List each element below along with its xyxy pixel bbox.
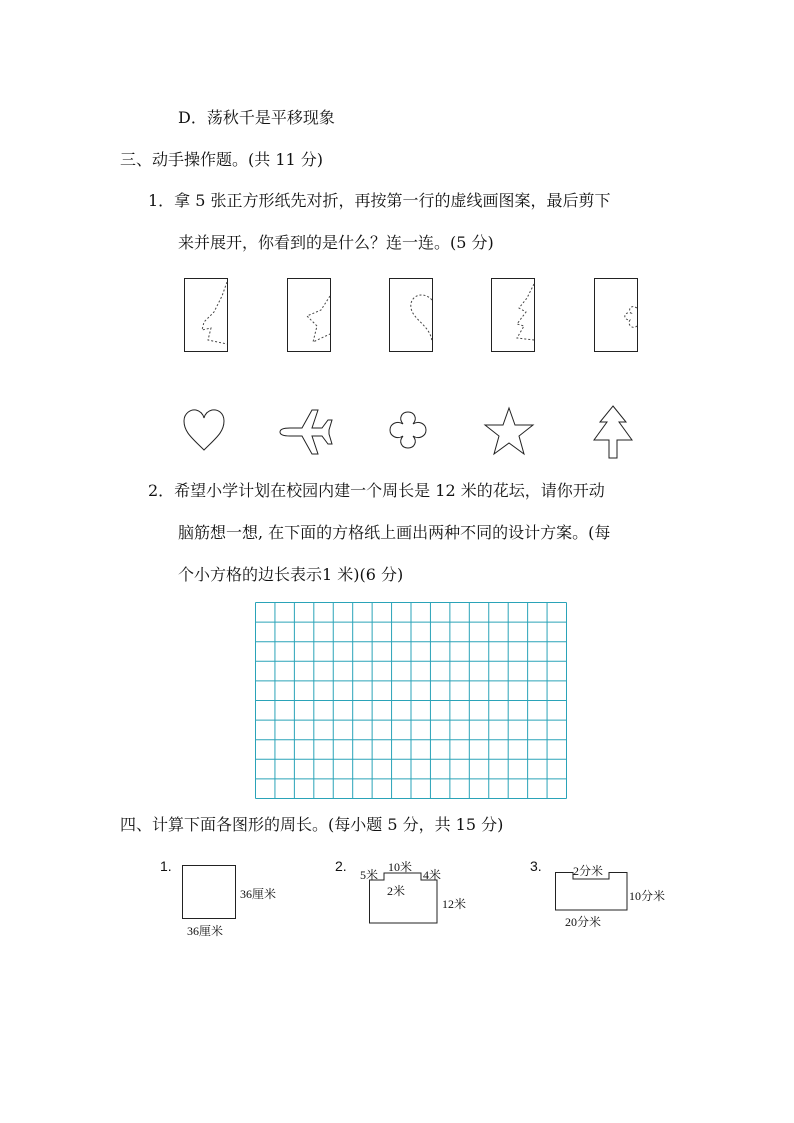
- folded-paper-2: [287, 278, 331, 353]
- folded-paper-1: [184, 278, 228, 353]
- figure-1-bottom-label: 36厘米: [187, 924, 224, 938]
- question-1-line-1: 1．拿 5 张正方形纸先对折，再按第一行的虚线画图案，最后剪下: [148, 191, 611, 210]
- folded-paper-5: [594, 278, 638, 353]
- question-1-line-2: 来并展开，你看到的是什么？连一连。(5 分): [178, 233, 494, 252]
- figure-2-right-label: 12米: [442, 897, 467, 911]
- figure-1-number: 1.: [160, 858, 172, 874]
- figure-1-side-label: 36厘米: [240, 887, 277, 901]
- heart-shape: [182, 408, 226, 453]
- figure-1-square: [182, 865, 238, 920]
- figure-3-number: 3.: [530, 858, 542, 874]
- section-4-title: 四、计算下面各图形的周长。(每小题 5 分，共 15 分): [120, 815, 504, 834]
- figure-2-left-label: 5米: [360, 868, 379, 882]
- figure-2-notch-label: 2米: [387, 884, 406, 898]
- question-2-line-1: 2．希望小学计划在校园内建一个周长是 12 米的花坛，请你开动: [148, 481, 605, 500]
- section-3-title: 三、动手操作题。(共 11 分): [120, 150, 324, 169]
- figure-3-bottom-label: 20分米: [565, 915, 602, 929]
- figure-3-right-label: 10分米: [629, 889, 666, 903]
- star-shape: [482, 406, 536, 458]
- airplane-shape: [276, 406, 336, 456]
- question-2-line-3: 个小方格的边长表示1 米)(6 分): [178, 565, 404, 584]
- folded-paper-4: [491, 278, 535, 353]
- flower-shape: [388, 410, 428, 450]
- tree-shape: [588, 404, 638, 460]
- figure-3-top-label: 2分米: [573, 864, 604, 878]
- question-2-line-2: 脑筋想一想, 在下面的方格纸上画出两种不同的设计方案。(每: [178, 523, 611, 542]
- figure-2-top-label: 10米: [388, 860, 413, 874]
- figure-2-right-top-label: 4米: [423, 868, 442, 882]
- figure-2-number: 2.: [335, 858, 347, 874]
- folded-paper-3: [389, 278, 433, 353]
- option-d: D．荡秋千是平移现象: [178, 108, 335, 127]
- square-grid-paper[interactable]: [255, 602, 567, 799]
